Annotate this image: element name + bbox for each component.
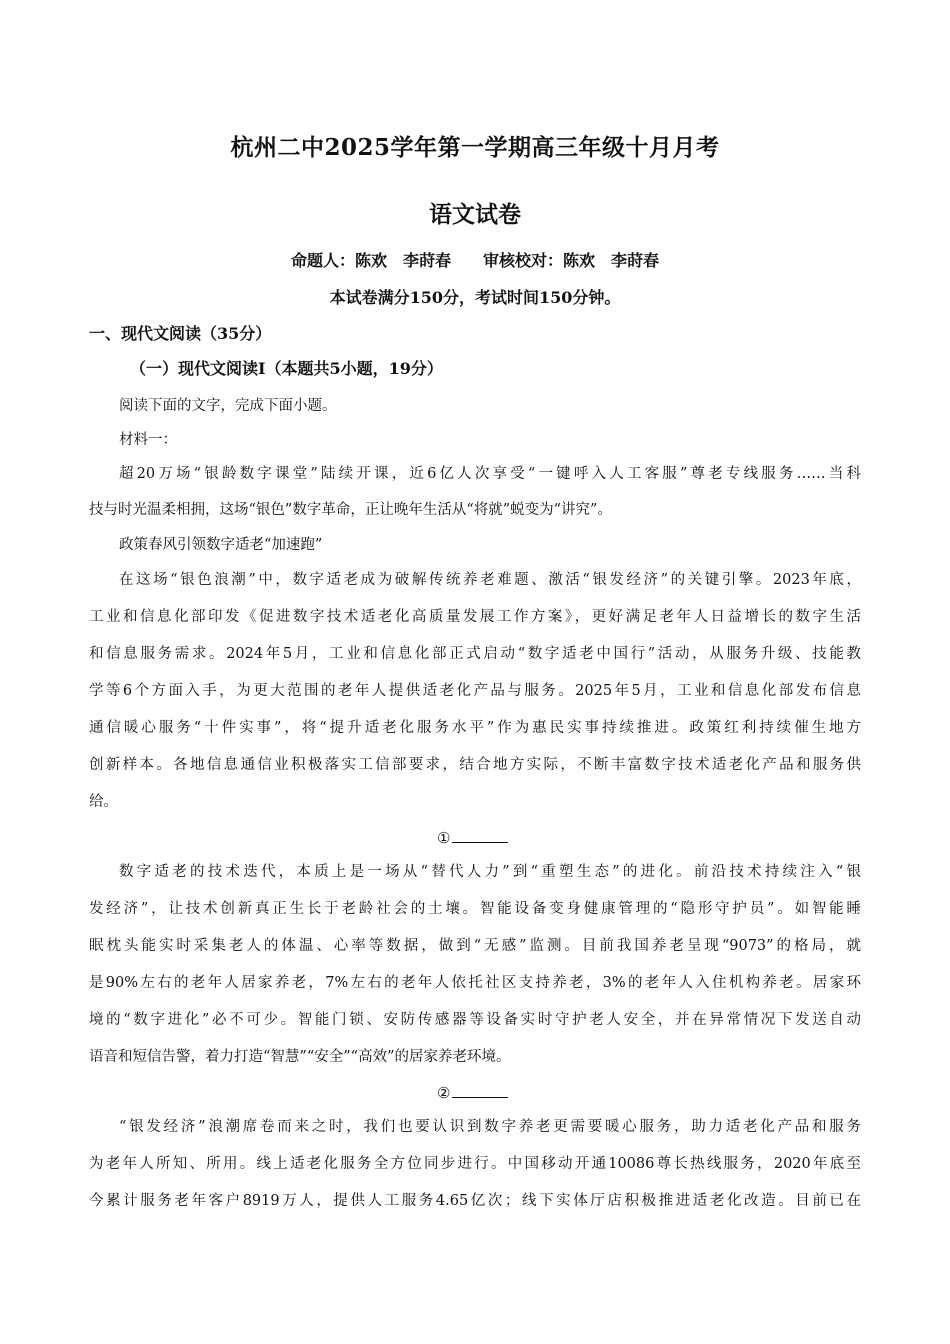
- text-line: 通信暖心服务“十件实事”，将“提升适老化服务水平”作为惠民实事持续推进。政策红利持续催生地方: [89, 720, 861, 736]
- instruction-line: 阅读下面的文字，完成下面小题。: [119, 398, 337, 414]
- text-line: 技与时光温柔相拥，这场“银色”数字革命，正让晚年生活从“将就”蜕变为“讲究”。: [89, 502, 612, 518]
- text-line: 眠枕头能实时采集老人的体温、心率等数据，做到“无感”监测。目前我国养老呈现“9073”的格局，就: [89, 938, 861, 954]
- blank-underline: [452, 1083, 508, 1098]
- text-line: 为老年人所知、所用。线上适老化服务全方位同步进行。中国移动开通10086尊长热线服务，2020年底至: [89, 1156, 861, 1172]
- text-line: 发经济”，让技术创新真正生长于老龄社会的土壤。智能设备变身健康管理的“隐形守护员”。如智能睡: [89, 901, 861, 917]
- text-line: 工业和信息化部印发《促进数字技术适老化高质量发展工作方案》，更好满足老年人日益增长的数字生活: [89, 609, 861, 625]
- text-line: 在这场“银色浪潮”中，数字适老成为破解传统养老难题、激活“银发经济”的关键引擎。2023年底，: [119, 572, 861, 588]
- exam-authors: 命题人：陈欢 李莳春 审核校对：陈欢 李莳春: [290, 251, 659, 270]
- text-line: 政策春风引领数字适老“加速跑”: [119, 537, 323, 553]
- exam-subtitle: 语文试卷: [429, 201, 521, 228]
- blank-underline: [452, 828, 508, 843]
- text-line: “银发经济”浪潮席卷而来之时，我们也要认识到数字养老更需要暖心服务，助力适老化产品和服务: [119, 1119, 861, 1135]
- text-line: 给。: [89, 794, 118, 810]
- exam-score-line: 本试卷满分150分，考试时间150分钟。: [329, 288, 621, 307]
- text-line: 数字适老的技术迭代，本质上是一场从“替代人力”到“重塑生态”的进化。前沿技术持续注入“银: [119, 864, 861, 880]
- text-line: 超20万场“银龄数字课堂”陆续开课，近6亿人次享受“一键呼入人工客服”尊老专线服务……当科: [119, 466, 861, 482]
- text-line: 境的“数字进化”必不可少。智能门锁、安防传感器等设备实时守护老人安全，并在异常情况下发送自动: [89, 1012, 861, 1028]
- subsection-heading: （一）现代文阅读Ⅰ（本题共5小题，19分）: [130, 359, 443, 378]
- text-line: 是90%左右的老年人居家养老，7%左右的老年人依托社区支持养老，3%的老年人入住机构养老。居家环: [89, 975, 861, 991]
- marker-number: ②: [437, 1084, 451, 1102]
- text-line: 和信息服务需求。2024年5月，工业和信息化部正式启动“数字适老中国行”活动，从服务升级、技能教: [89, 646, 861, 662]
- exam-title: 杭州二中2025学年第一学期高三年级十月月考: [230, 134, 720, 161]
- text-line: 学等6个方面入手，为更大范围的老年人提供适老化产品与服务。2025年5月，工业和信息化部发布信息: [89, 683, 861, 699]
- text-line: 今累计服务老年客户8919万人，提供人工服务4.65亿次；线下实体厅店积极推进适老化改造。目前已在: [89, 1193, 861, 1209]
- text-line: 创新样本。各地信息通信业积极落实工信部要求，结合地方实际，不断丰富数字技术适老化产品和服务供: [89, 757, 861, 773]
- section-heading: 一、现代文阅读（35分）: [89, 324, 272, 343]
- marker-number: ①: [437, 829, 451, 847]
- material-label: 材料一：: [119, 432, 177, 448]
- blank-marker-1: [437, 828, 508, 848]
- text-line: 语音和短信告警，着力打造“智慧”“安全”“高效”的居家养老环境。: [89, 1049, 511, 1065]
- blank-marker-2: [437, 1083, 508, 1103]
